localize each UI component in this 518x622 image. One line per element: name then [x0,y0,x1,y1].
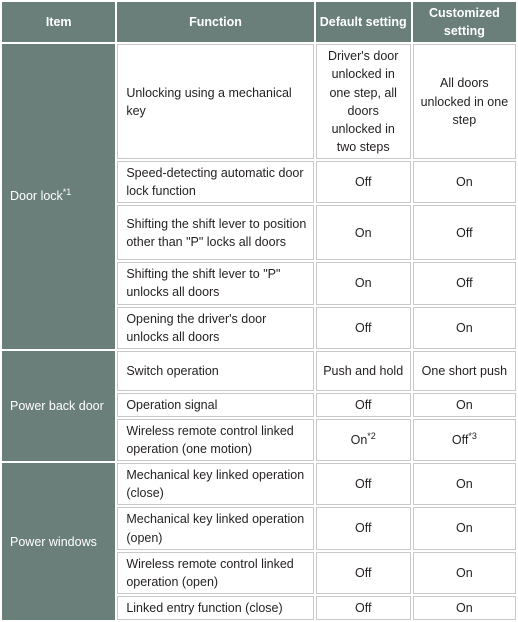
customized-setting-cell [413,393,516,417]
default-setting-value: Off [354,521,372,536]
customized-setting-value: On [456,320,473,335]
customized-setting-value: On [456,600,473,615]
customized-setting-cell [413,44,516,159]
customized-setting-value: On [456,521,473,536]
customized-setting-value: Off [456,225,473,240]
table-row [2,44,516,159]
customized-setting-cell [413,507,516,549]
item-label: Door lock [10,189,63,204]
item-label: Power back door [10,398,104,413]
customized-setting-value: On [456,397,473,412]
table-body [2,44,516,620]
function-cell: Wireless remote control linked operation (one motion) [117,419,313,461]
customized-setting-cell [413,307,516,349]
customized-setting-value: One short push [421,363,508,378]
customized-setting-cell [413,419,516,461]
default-setting-value: Off [354,320,372,335]
item-footnote: *1 [62,187,72,198]
default-setting-value: On [354,276,372,291]
customized-setting-cell [413,552,516,594]
table-row [2,351,516,391]
customized-setting-cell [413,351,516,391]
default-setting-cell [316,419,411,461]
default-setting-value: Off [354,477,372,492]
default-setting-cell [316,351,411,391]
header-item: Item [2,2,115,42]
function-cell: Opening the driver's door unlocks all doors [117,307,313,349]
default-setting-value: On [350,432,368,447]
default-setting-cell [316,205,411,260]
function-cell: Wireless remote control linked operation (open) [117,552,313,594]
function-cell: Shifting the shift lever to position other than "P" locks all doors [117,205,313,260]
item-cell [2,44,115,349]
function-cell: Speed-detecting automatic door lock function [117,161,313,203]
customized-setting-value: Off [456,276,473,291]
customized-setting-footnote: *3 [468,430,477,441]
function-cell: Linked entry function (close) [117,596,313,620]
header-customized-setting: Customized setting [413,2,516,42]
header-row [2,2,516,42]
customized-setting-cell [413,596,516,620]
customized-setting-cell [413,262,516,304]
default-setting-value: Off [354,175,372,190]
item-cell [2,463,115,620]
customized-setting-value: On [456,175,473,190]
default-setting-cell [316,596,411,620]
customized-setting-cell [413,205,516,260]
function-cell: Shifting the shift lever to "P" unlocks all doors [117,262,313,304]
default-setting-cell [316,552,411,594]
default-setting-value: Driver's door unlocked in one step, all doors unlocked in two steps [327,49,399,154]
default-setting-cell [316,463,411,505]
default-setting-cell [316,393,411,417]
header-default-setting: Default setting [316,2,411,42]
item-cell [2,351,115,461]
default-setting-cell [316,307,411,349]
default-setting-value: On [354,225,372,240]
table-row [2,463,516,505]
default-setting-cell [316,262,411,304]
function-cell: Mechanical key linked operation (open) [117,507,313,549]
function-cell: Operation signal [117,393,313,417]
customized-setting-value: All doors unlocked in one step [420,76,509,127]
default-setting-footnote: *2 [367,430,376,441]
function-cell: Mechanical key linked operation (close) [117,463,313,505]
default-setting-value: Off [354,565,372,580]
default-setting-value: Push and hold [323,363,404,378]
default-setting-value: Off [354,397,372,412]
customized-setting-cell [413,161,516,203]
default-setting-cell [316,161,411,203]
default-setting-cell [316,44,411,159]
customized-setting-value: On [456,477,473,492]
item-label: Power windows [10,534,97,549]
default-setting-cell [316,507,411,549]
customized-setting-value: Off [451,432,469,447]
customized-setting-cell [413,463,516,505]
header-function: Function [117,2,313,42]
function-cell: Unlocking using a mechanical key [117,44,313,159]
customized-setting-value: On [456,565,473,580]
default-setting-value: Off [354,600,372,615]
function-cell: Switch operation [117,351,313,391]
